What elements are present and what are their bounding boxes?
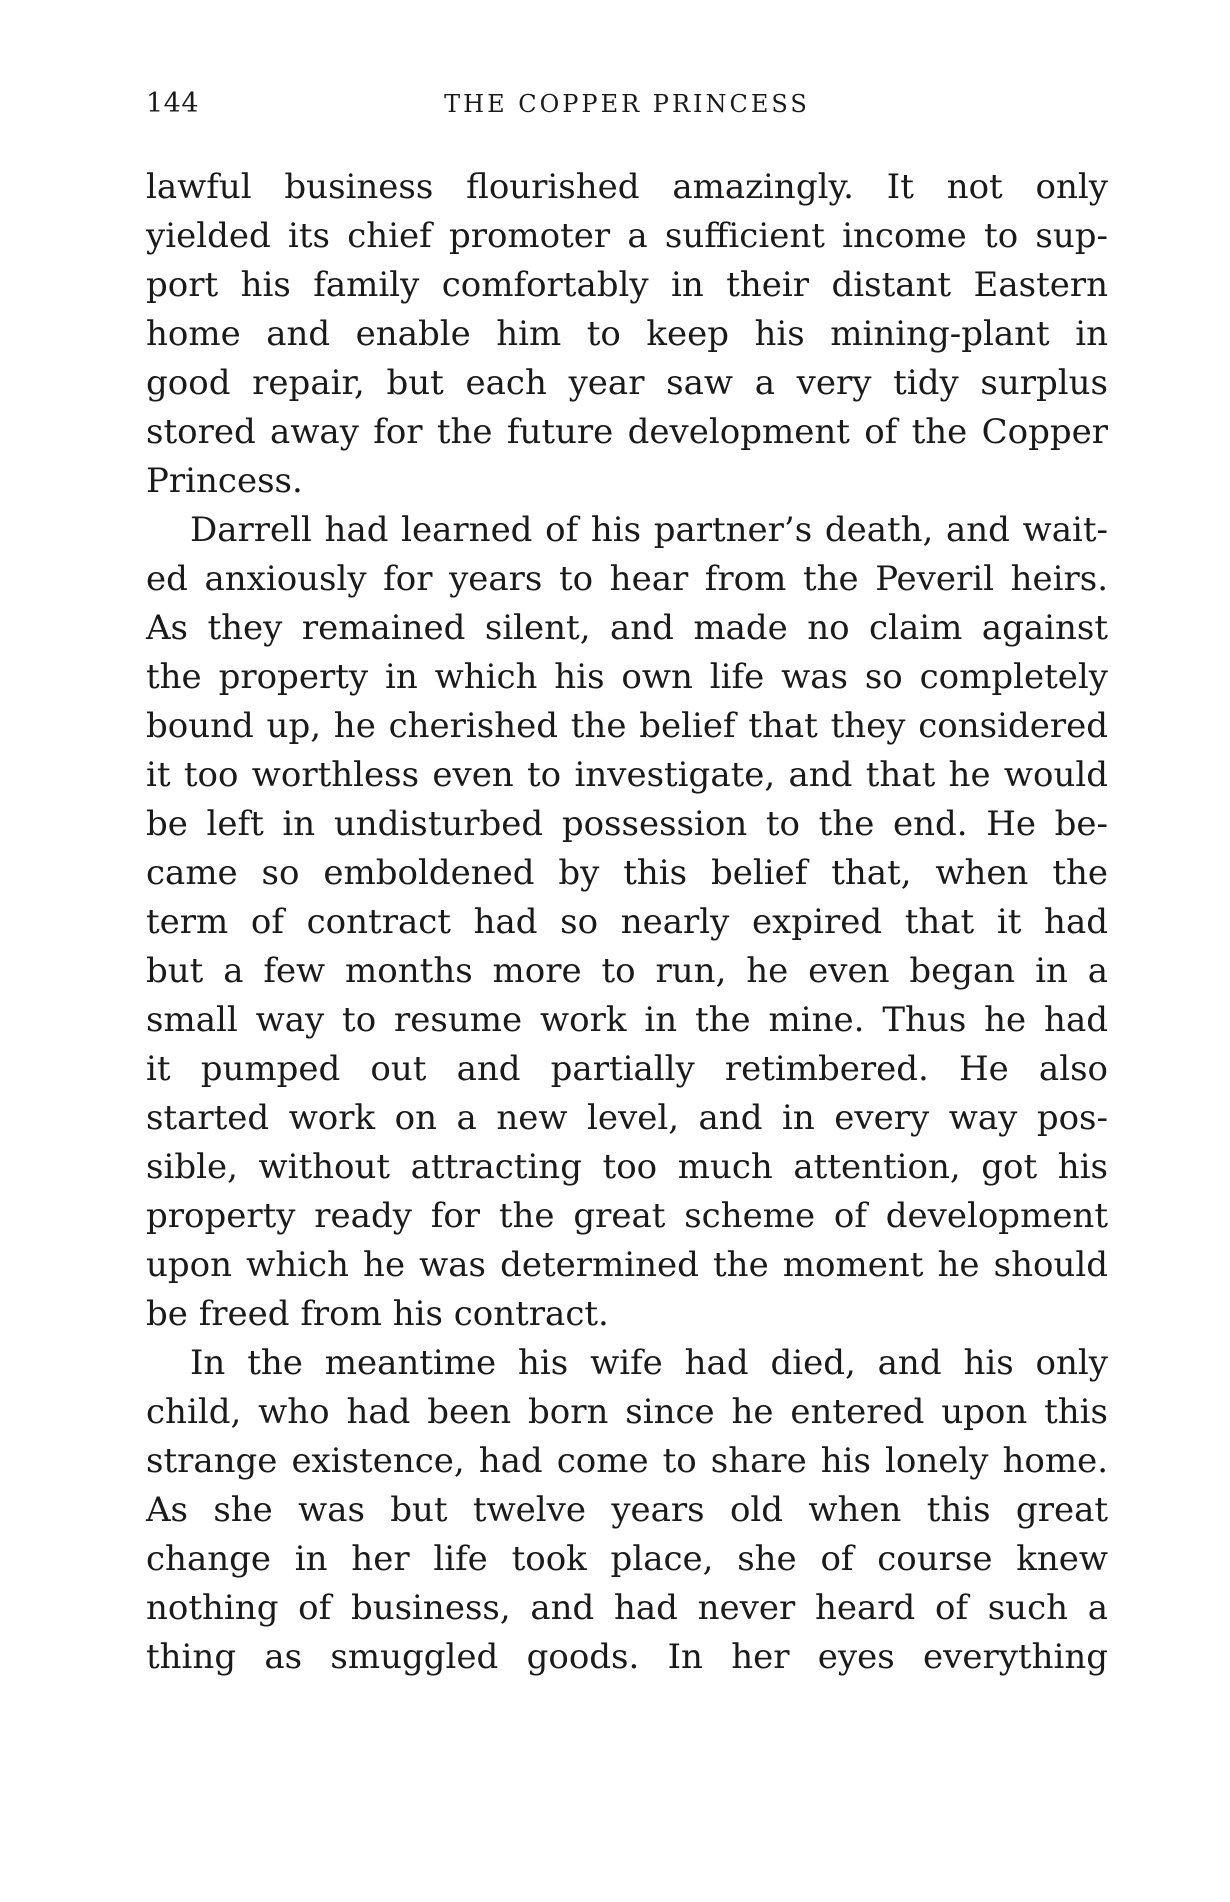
text-line: In the meantime his wife had died, and his only bbox=[190, 1343, 1108, 1383]
text-line: but a few months more to run, he even began in a bbox=[146, 951, 1108, 991]
text-line: home and enable him to keep his mining-plant in bbox=[146, 314, 1108, 354]
text-line: upon which he was determined the moment he should bbox=[146, 1245, 1108, 1285]
text-line: child, who had been born since he entered upon this bbox=[146, 1392, 1108, 1432]
text-line: As they remained silent, and made no claim against bbox=[146, 608, 1108, 648]
page-header bbox=[146, 88, 1108, 128]
text-line: term of contract had so nearly expired that it had bbox=[146, 902, 1108, 942]
text-line: the property in which his own life was so completely bbox=[146, 657, 1108, 697]
text-line: bound up, he cherished the belief that they considered bbox=[146, 706, 1108, 746]
text-line: good repair, but each year saw a very tidy surplus bbox=[146, 363, 1108, 403]
text-line: property ready for the great scheme of development bbox=[146, 1196, 1108, 1236]
text-line: nothing of business, and had never heard of such a bbox=[146, 1588, 1108, 1628]
text-line: strange existence, had come to share his lonely home. bbox=[146, 1441, 1108, 1481]
running-title: THE COPPER PRINCESS bbox=[444, 90, 810, 118]
text-line: Princess. bbox=[146, 461, 303, 501]
text-line: it too worthless even to investigate, and that he would bbox=[146, 755, 1108, 795]
text-line: ed anxiously for years to hear from the Peveril heirs. bbox=[146, 559, 1108, 599]
text-line: lawful business flourished amazingly. It not only bbox=[146, 167, 1108, 207]
text-line: change in her life took place, she of course knew bbox=[146, 1539, 1108, 1579]
text-line: port his family comfortably in their distant Eastern bbox=[146, 265, 1108, 305]
text-line: started work on a new level, and in every way pos- bbox=[146, 1098, 1108, 1138]
text-line: thing as smuggled goods. In her eyes everything bbox=[146, 1637, 1108, 1677]
text-line: came so emboldened by this belief that, when the bbox=[146, 853, 1108, 893]
text-line: be left in undisturbed possession to the end. He be- bbox=[146, 804, 1108, 844]
body-text bbox=[146, 163, 1108, 1682]
text-line: small way to resume work in the mine. Thus he had bbox=[146, 1000, 1108, 1040]
text-line: Darrell had learned of his partner’s death, and wait- bbox=[190, 510, 1108, 550]
page-number: 144 bbox=[146, 88, 200, 119]
text-line: yielded its chief promoter a sufficient income to sup- bbox=[146, 216, 1108, 256]
text-line: As she was but twelve years old when this great bbox=[146, 1490, 1108, 1530]
text-line: it pumped out and partially retimbered. He also bbox=[146, 1049, 1108, 1089]
text-line: sible, without attracting too much attention, got his bbox=[146, 1147, 1108, 1187]
text-line: be freed from his contract. bbox=[146, 1294, 609, 1334]
text-line: stored away for the future development of the Copper bbox=[146, 412, 1108, 452]
